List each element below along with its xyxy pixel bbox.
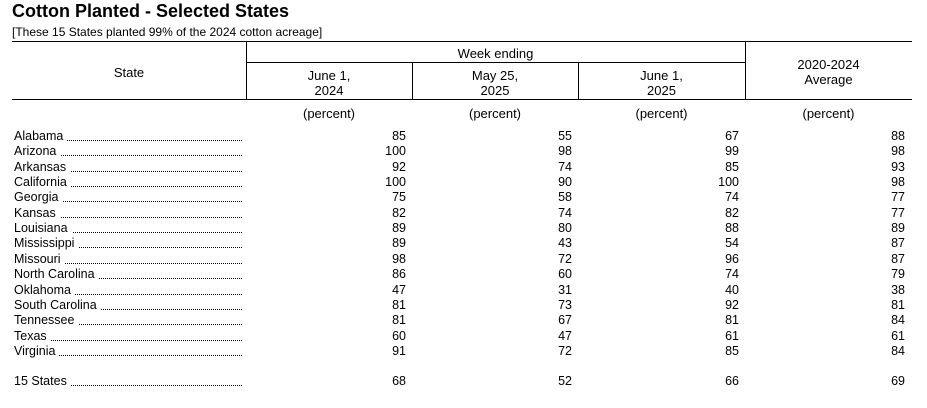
state-stub — [14, 313, 242, 328]
state-name: California — [14, 175, 71, 189]
table-row — [0, 190, 927, 205]
state-name: Oklahoma — [14, 283, 75, 297]
percent-cell: 54 — [725, 236, 739, 250]
state-stub — [14, 329, 242, 344]
table-row — [0, 144, 927, 159]
table-row — [0, 298, 927, 313]
table-row — [0, 175, 927, 190]
table-row — [0, 160, 927, 175]
percent-cell: 85 — [725, 344, 739, 358]
percent-cell: 47 — [558, 329, 572, 343]
percent-cell: 31 — [558, 283, 572, 297]
unit-label: (percent) — [802, 106, 855, 121]
state-stub — [14, 236, 242, 251]
percent-cell: 91 — [392, 344, 406, 358]
state-stub — [14, 298, 242, 313]
percent-cell: 92 — [392, 160, 406, 174]
percent-cell: 61 — [725, 329, 739, 343]
percent-cell: 96 — [725, 252, 739, 266]
state-stub — [14, 144, 242, 159]
percent-cell: 74 — [558, 206, 572, 220]
percent-cell: 84 — [891, 344, 905, 358]
percent-cell: 79 — [891, 267, 905, 281]
percent-cell: 90 — [558, 175, 572, 189]
state-stub — [14, 344, 242, 359]
percent-cell: 75 — [392, 190, 406, 204]
percent-cell: 100 — [385, 175, 406, 189]
percent-cell: 100 — [718, 175, 739, 189]
state-stub — [14, 129, 242, 144]
percent-cell: 60 — [392, 329, 406, 343]
state-name: Arkansas — [14, 160, 70, 174]
percent-cell: 86 — [392, 267, 406, 281]
state-name: South Carolina — [14, 298, 101, 312]
percent-cell: 60 — [558, 267, 572, 281]
percent-cell: 87 — [891, 252, 905, 266]
percent-cell: 67 — [558, 313, 572, 327]
state-name: Georgia — [14, 190, 62, 204]
table-row — [0, 129, 927, 144]
column-header-line: 2024 — [314, 83, 344, 98]
percent-cell: 88 — [725, 221, 739, 235]
table-row — [0, 283, 927, 298]
percent-cell: 89 — [392, 221, 406, 235]
state-name: Louisiana — [14, 221, 72, 235]
percent-cell: 81 — [392, 313, 406, 327]
table-row — [0, 206, 927, 221]
table-row — [0, 221, 927, 236]
table-row — [0, 267, 927, 282]
percent-cell: 85 — [725, 160, 739, 174]
percent-cell: 93 — [891, 160, 905, 174]
percent-cell: 72 — [558, 252, 572, 266]
state-stub — [14, 160, 242, 175]
percent-cell: 77 — [891, 206, 905, 220]
week-ending-header: Week ending — [457, 46, 534, 61]
column-header-line: June 1, — [640, 68, 683, 83]
table-row — [0, 329, 927, 344]
unit-label: (percent) — [302, 106, 356, 121]
percent-cell: 40 — [725, 283, 739, 297]
percent-cell: 98 — [392, 252, 406, 266]
percent-cell: 68 — [392, 374, 406, 388]
state-stub — [14, 190, 242, 205]
percent-cell: 87 — [891, 236, 905, 250]
percent-cell: 88 — [891, 129, 905, 143]
percent-cell: 61 — [891, 329, 905, 343]
percent-cell: 73 — [558, 298, 572, 312]
percent-cell: 55 — [558, 129, 572, 143]
percent-cell: 99 — [725, 144, 739, 158]
state-stub — [14, 283, 242, 298]
unit-label: (percent) — [635, 106, 688, 121]
state-column-header: State — [113, 65, 145, 80]
state-name: Mississippi — [14, 236, 78, 250]
state-name: North Carolina — [14, 267, 99, 281]
table-row — [0, 344, 927, 359]
state-name: Kansas — [14, 206, 60, 220]
state-stub — [14, 267, 242, 282]
percent-cell: 98 — [891, 144, 905, 158]
percent-cell: 82 — [725, 206, 739, 220]
percent-cell: 67 — [725, 129, 739, 143]
percent-cell: 92 — [725, 298, 739, 312]
table-row — [0, 313, 927, 328]
state-stub — [14, 175, 242, 190]
percent-cell: 84 — [891, 313, 905, 327]
percent-cell: 43 — [558, 236, 572, 250]
column-header-line: Average — [804, 72, 853, 87]
percent-cell: 81 — [392, 298, 406, 312]
percent-cell: 58 — [558, 190, 572, 204]
percent-cell: 38 — [891, 283, 905, 297]
percent-cell: 69 — [891, 374, 905, 388]
percent-cell: 74 — [558, 160, 572, 174]
state-stub — [14, 374, 242, 389]
percent-cell: 81 — [725, 313, 739, 327]
table-row — [0, 236, 927, 251]
state-stub — [14, 206, 242, 221]
percent-cell: 81 — [891, 298, 905, 312]
percent-cell: 98 — [558, 144, 572, 158]
column-header-line: 2025 — [480, 83, 510, 98]
state-name: Alabama — [14, 129, 67, 143]
state-name: Missouri — [14, 252, 65, 266]
unit-label: (percent) — [468, 106, 522, 121]
percent-cell: 100 — [385, 144, 406, 158]
percent-cell: 47 — [392, 283, 406, 297]
percent-cell: 82 — [392, 206, 406, 220]
percent-cell: 89 — [392, 236, 406, 250]
table-subtitle: [These 15 States planted 99% of the 2024 cotton acreage] — [12, 25, 323, 39]
percent-cell: 66 — [725, 374, 739, 388]
state-name: Tennessee — [14, 313, 78, 327]
percent-cell: 85 — [392, 129, 406, 143]
column-header-line: 2020-2024 — [797, 57, 860, 72]
state-stub — [14, 252, 242, 267]
state-name: 15 States — [14, 374, 71, 388]
column-header-line: June 1, — [307, 68, 351, 83]
percent-cell: 74 — [725, 190, 739, 204]
table-row — [0, 252, 927, 267]
percent-cell: 89 — [891, 221, 905, 235]
state-name: Arizona — [14, 144, 60, 158]
state-stub — [14, 221, 242, 236]
state-name: Texas — [14, 329, 51, 343]
total-row — [0, 374, 927, 389]
percent-cell: 74 — [725, 267, 739, 281]
page-title: Cotton Planted - Selected States — [12, 1, 290, 21]
percent-cell: 77 — [891, 190, 905, 204]
percent-cell: 80 — [558, 221, 572, 235]
column-header-line: May 25, — [471, 68, 519, 83]
percent-cell: 98 — [891, 175, 905, 189]
state-name: Virginia — [14, 344, 59, 358]
percent-cell: 52 — [558, 374, 572, 388]
percent-cell: 72 — [558, 344, 572, 358]
column-header-line: 2025 — [647, 83, 676, 98]
